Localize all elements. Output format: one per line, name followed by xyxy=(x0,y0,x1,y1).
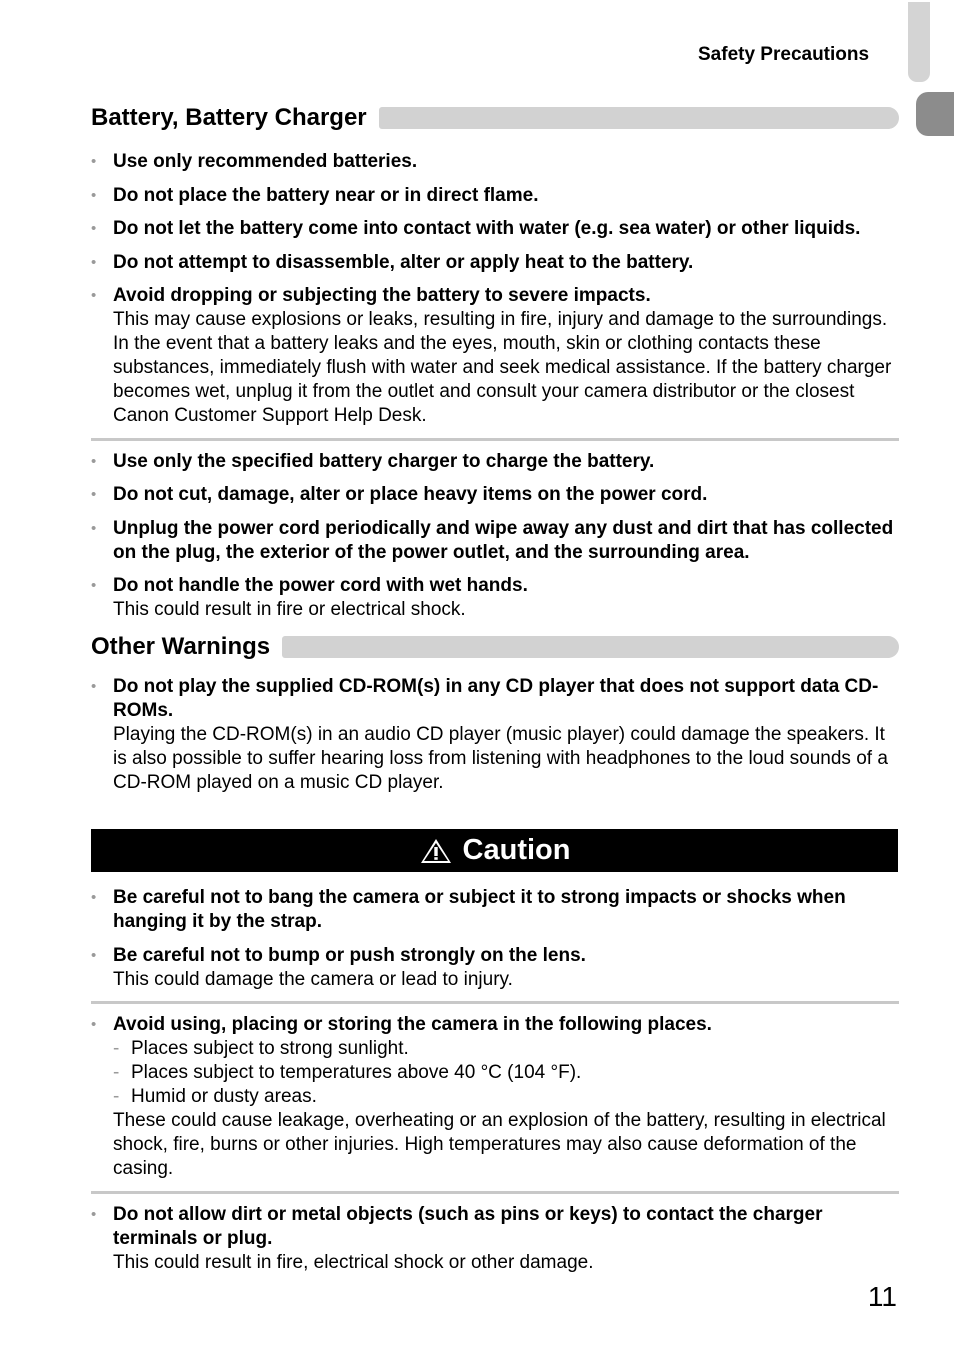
list-item: • Use only the specified battery charger to charge the battery. xyxy=(91,450,899,474)
chapter-tab xyxy=(916,92,954,136)
divider xyxy=(91,1001,899,1004)
list-item: • Do not allow dirt or metal objects (such as pins or keys) to contact the charger terminals or plug. This could result in fire, electrical shock or other damage. xyxy=(91,1203,899,1275)
list-item: • Use only recommended batteries. xyxy=(91,150,899,174)
section-heading-battery xyxy=(91,104,899,132)
caution-list xyxy=(91,886,899,1284)
list-item: • Be careful not to bump or push strongly on the lens. This could damage the camera or lead to injury. xyxy=(91,944,899,992)
warning-icon xyxy=(419,837,453,865)
page-number: 11 xyxy=(867,1281,897,1312)
list-item: • Avoid dropping or subjecting the battery to severe impacts. This may cause explosions or leaks, resulting in fire, injury and damage to the surroundings. In the event that a battery leaks and the eyes, mouth, skin or clothing contacts these substances, immediately flush with water and seek medical assistance. If the battery charger becomes wet, unplug it from the outlet and consult your camera distributor or the closest Canon Customer Support Help Desk. xyxy=(91,284,899,428)
page-header-title: Safety Precautions xyxy=(698,44,870,65)
other-warnings-list xyxy=(91,675,899,805)
section-heading-other-warnings xyxy=(91,633,899,661)
heading-bar xyxy=(282,636,899,658)
divider xyxy=(91,438,899,441)
list-item: • Do not let the battery come into contact with water (e.g. sea water) or other liquids. xyxy=(91,217,899,241)
heading-bar xyxy=(379,107,899,129)
battery-list xyxy=(91,150,899,632)
divider xyxy=(91,1191,899,1194)
section-title: Battery, Battery Charger xyxy=(91,104,367,131)
page-tab-top xyxy=(908,2,930,82)
caution-banner xyxy=(91,829,898,872)
caution-title: Caution xyxy=(462,834,571,866)
sub-list-item: - Places subject to temperatures above 40 °C (104 °F). xyxy=(113,1061,899,1085)
list-item: • Avoid using, placing or storing the camera in the following places. - Places subject to strong sunlight. - Places subject to temperatures above 40 °C (104 °F). - Humid or dusty areas. These could cause leakage, overheating or an explosion of the battery, resulting in electrical shock, fire, burns or other injuries. High temperatures may also cause deformation of the casing. xyxy=(91,1013,899,1181)
section-title: Other Warnings xyxy=(91,633,271,660)
list-item: • Be careful not to bang the camera or subject it to strong impacts or shocks when hanging it by the strap. xyxy=(91,886,899,934)
list-item: • Do not place the battery near or in direct flame. xyxy=(91,184,899,208)
list-item: • Unplug the power cord periodically and wipe away any dust and dirt that has collected on the plug, the exterior of the power outlet, and the surrounding area. xyxy=(91,517,899,565)
sub-list-item: - Places subject to strong sunlight. xyxy=(113,1037,899,1061)
sub-list-item: - Humid or dusty areas. xyxy=(113,1085,899,1109)
list-item: • Do not attempt to disassemble, alter or apply heat to the battery. xyxy=(91,251,899,275)
list-item: • Do not cut, damage, alter or place heavy items on the power cord. xyxy=(91,483,899,507)
list-item: • Do not play the supplied CD-ROM(s) in any CD player that does not support data CD-ROMs. Playing the CD-ROM(s) in an audio CD player (music player) could damage the speakers. It is also possible to suffer hearing loss from listening with headphones to the loud sounds of a CD-ROM played on a music CD player. xyxy=(91,675,899,795)
list-item: • Do not handle the power cord with wet hands. This could result in fire or electrical shock. xyxy=(91,574,899,622)
